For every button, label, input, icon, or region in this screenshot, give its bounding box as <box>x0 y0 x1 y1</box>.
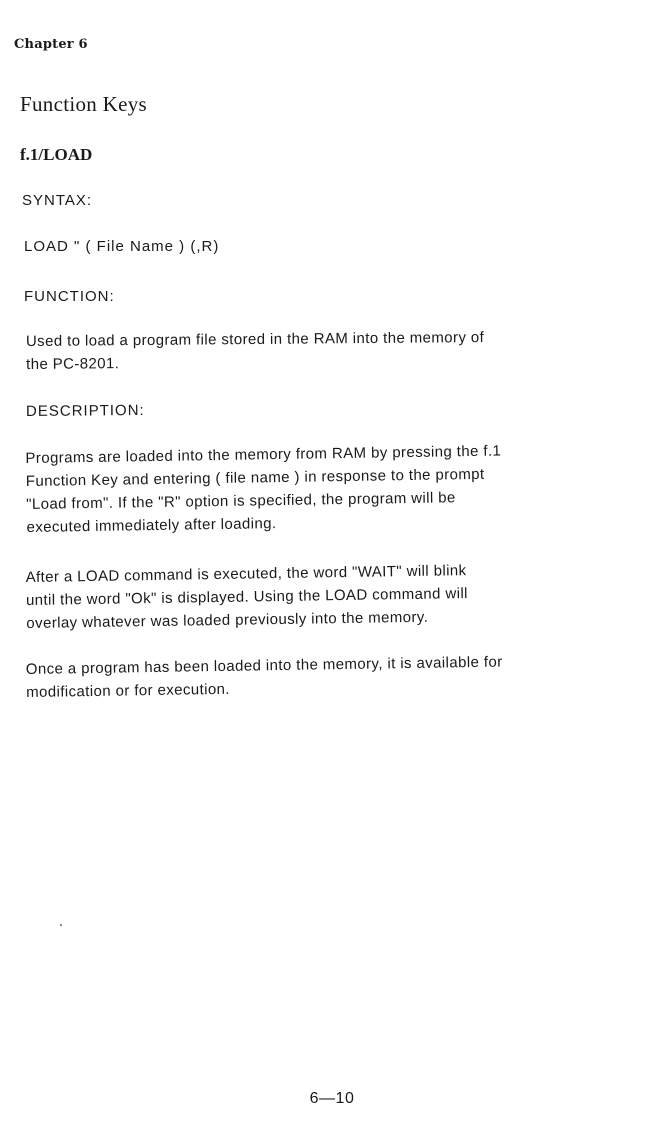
description-line: Function Key and entering ( file name ) in response to the prompt <box>25 465 485 491</box>
section-title: Function Keys <box>20 92 147 116</box>
function-paragraph <box>26 325 586 376</box>
description-line: Programs are loaded into the memory from RAM by pressing the f.1 <box>25 442 502 468</box>
function-heading: FUNCTION: <box>24 288 115 305</box>
description-line: overlay whatever was loaded previously into the memory. <box>26 608 429 632</box>
syntax-heading: SYNTAX: <box>22 192 93 209</box>
description-line: "Load from". If the "R" option is specified, the program will be <box>26 489 456 513</box>
description-line: modification or for execution. <box>26 680 231 701</box>
command-title: f.1/LOAD <box>20 145 93 164</box>
function-line: the PC-8201. <box>26 355 120 373</box>
description-line: until the word "Ok" is displayed. Using the LOAD command will <box>25 585 468 609</box>
scan-speck <box>60 924 62 926</box>
description-paragraph-3 <box>26 649 597 704</box>
description-line: Once a program has been loaded into the memory, it is available for <box>25 653 503 679</box>
page-number: 6—10 <box>309 1090 355 1107</box>
function-line: Used to load a program file stored in the RAM into the memory of <box>25 329 485 351</box>
syntax-text: LOAD " ( File Name ) (,R) <box>24 238 220 255</box>
chapter-label: Chapter 6 <box>14 37 88 52</box>
description-heading: DESCRIPTION: <box>25 401 145 420</box>
description-paragraph-1 <box>25 438 596 539</box>
description-line: executed immediately after loading. <box>26 515 277 536</box>
description-line: After a LOAD command is executed, the word "WAIT" will blink <box>25 562 467 587</box>
description-paragraph-2 <box>25 557 596 635</box>
